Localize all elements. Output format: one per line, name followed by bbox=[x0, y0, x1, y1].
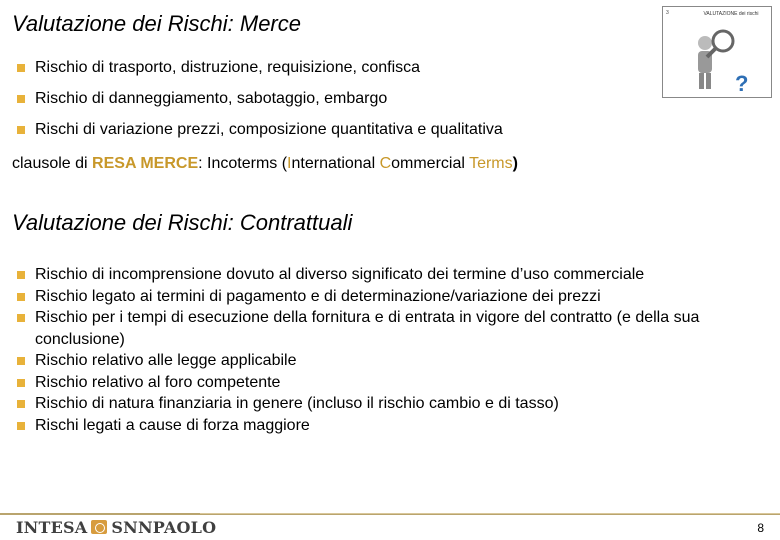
thumbnail-number: 3 bbox=[666, 10, 669, 16]
section-title-merce: Valutazione dei Rischi: Merce bbox=[12, 11, 301, 36]
resa-merce-label: RESA MERCE bbox=[92, 155, 199, 172]
bullet-square-icon bbox=[17, 126, 25, 134]
bullet-square-icon bbox=[17, 379, 25, 387]
bullet-square-icon bbox=[17, 400, 25, 408]
intesa-sanpaolo-logo: INTESA SNNPAOLO bbox=[16, 517, 217, 537]
list-item: Rischio di natura finanziaria in genere (incluso il rischio cambio e di tasso) bbox=[13, 393, 753, 415]
bullet-square-icon bbox=[17, 271, 25, 279]
list-item: Rischi legati a cause di forza maggiore bbox=[13, 415, 753, 437]
logo-mark-icon bbox=[91, 520, 107, 534]
list-item: Rischio di incomprensione dovuto al diverso significato dei termine d’uso commerciale bbox=[13, 264, 753, 286]
list-item: Rischio relativo al foro competente bbox=[13, 372, 753, 394]
question-mark: ? bbox=[735, 71, 749, 95]
list-item: Rischio di danneggiamento, sabotaggio, embargo bbox=[13, 88, 503, 119]
incoterms-clause: clausole di RESA MERCE: Incoterms (International Commercial Terms) bbox=[12, 155, 518, 172]
list-item: Rischio per i tempi di esecuzione della fornitura e di entrata in vigore del contratto (e della sua conclusione) bbox=[13, 307, 753, 350]
thumbnail-caption: VALUTAZIONE dei rischi bbox=[703, 11, 759, 17]
thumbnail-image bbox=[662, 6, 772, 98]
list-item: Rischi di variazione prezzi, composizione quantitativa e qualitativa bbox=[13, 119, 503, 150]
magnifier-figure-icon bbox=[685, 25, 755, 95]
list-item: Rischio di trasporto, distruzione, requisizione, confisca bbox=[13, 57, 503, 88]
contract-risk-list bbox=[13, 264, 753, 436]
bullet-square-icon bbox=[17, 314, 25, 322]
bullet-square-icon bbox=[17, 357, 25, 365]
list-item: Rischio legato ai termini di pagamento e di determinazione/variazione dei prezzi bbox=[13, 286, 753, 308]
bullet-square-icon bbox=[17, 293, 25, 301]
footer-divider-thin bbox=[200, 513, 780, 514]
list-item: Rischio relativo alle legge applicabile bbox=[13, 350, 753, 372]
merce-risk-list bbox=[13, 57, 503, 150]
page-number: 8 bbox=[757, 521, 764, 535]
bullet-square-icon bbox=[17, 95, 25, 103]
bullet-square-icon bbox=[17, 422, 25, 430]
section-title-contrattuali: Valutazione dei Rischi: Contrattuali bbox=[12, 210, 353, 235]
bullet-square-icon bbox=[17, 64, 25, 72]
